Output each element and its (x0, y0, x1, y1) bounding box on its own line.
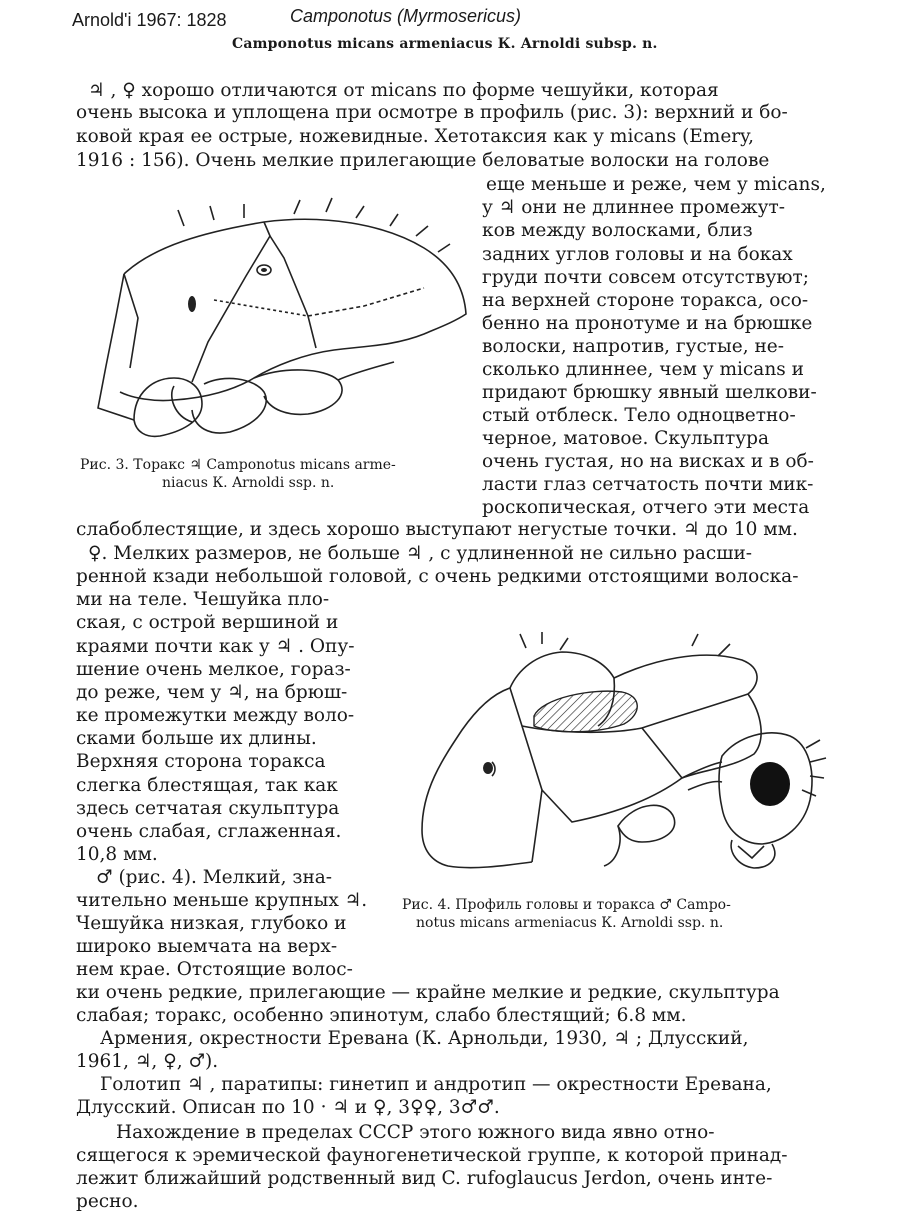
caption-line: notus micans armeniacus К. Arnoldi ssp. n. (416, 915, 724, 931)
body-line: нем крае. Отстоящие волос- (76, 959, 353, 980)
body-line: Длусский. Описан по 10 · ♃ и ♀, 3♀♀, 3♂♂. (76, 1097, 500, 1118)
body-line: ренной кзади небольшой головой, с очень редкими отстоящими волоска- (76, 566, 799, 587)
body-line: шение очень мелкое, гораз- (76, 659, 351, 680)
body-line: широко выемчата на верх- (76, 936, 338, 957)
body-line: ская, с острой вершиной и (76, 612, 339, 633)
body-line: ♀. Мелких размеров, не больше ♃ , с удлиненной не сильно расши- (88, 543, 753, 564)
body-line: на верхней стороне торакса, осо- (482, 290, 809, 311)
taxon-title-text: Camponotus micans armeniacus К. Arnoldi subsp. n. (232, 36, 658, 52)
body-line: Голотип ♃ , паратипы: гинетип и андротип — окрестности Еревана, (100, 1074, 772, 1095)
body-line: задних углов головы и на боках (482, 244, 793, 265)
body-line: ковой края ее острые, ножевидные. Хетотаксия как у micans (Emery, (76, 126, 755, 147)
body-line: 1961, ♃, ♀, ♂). (76, 1051, 219, 1072)
genus-heading: Camponotus (Myrmoserіcus) (290, 6, 522, 26)
body-line: ке промежутки между воло- (76, 705, 355, 726)
body-line: бенно на пронотуме и на брюшке (482, 313, 813, 334)
body-line: роскопическая, отчего эти места (482, 497, 810, 518)
body-line: придают брюшку явный шелкови- (482, 382, 817, 403)
body-line: стый отблеск. Тело одноцветно- (482, 405, 796, 426)
body-line: Чешуйка низкая, глубоко и (76, 913, 347, 934)
caption-line: niacus К. Arnoldi ssp. n. (162, 475, 335, 491)
body-line: краями почти как у ♃ . Опу- (76, 636, 355, 657)
body-line: ♃ , ♀ хорошо отличаются от micans по форме чешуйки, которая (88, 80, 719, 101)
body-line: до реже, чем у ♃, на брюш- (76, 682, 348, 703)
body-line: очень густая, но на висках и в об- (482, 451, 814, 472)
body-line: сколько длиннее, чем у micans и (482, 359, 804, 380)
body-line: волоски, напротив, густые, не- (482, 336, 785, 357)
body-line: Нахождение в пределах СССР этого южного вида явно отно- (116, 1122, 715, 1143)
body-line: слабая; торакс, особенно эпинотум, слабо блестящий; 6.8 мм. (76, 1005, 687, 1026)
figure-3-thorax-drawing (94, 196, 478, 448)
taxon-title (232, 36, 658, 52)
body-line: ресно. (76, 1191, 139, 1212)
caption-line: Рис. 4. Профиль головы и торакса ♂ Campo- (402, 897, 731, 913)
body-line: ласти глаз сетчатость почти мик- (482, 474, 814, 495)
body-line: Верхняя сторона торакса (76, 751, 326, 772)
body-line: 1916 : 156). Очень мелкие прилегающие беловатые волоски на голове (76, 150, 770, 171)
body-line: ми на теле. Чешуйка пло- (76, 589, 330, 610)
citation-note: Arnold'i 1967: 1828 (72, 10, 227, 30)
body-line: ков между волосками, близ (482, 220, 753, 241)
body-line: лежит ближайший родственный вид C. rufoglaucus Jerdon, очень инте- (76, 1168, 773, 1189)
body-line: 10,8 мм. (76, 844, 158, 865)
body-line: очень слабая, сглаженная. (76, 821, 342, 842)
body-line: чительно меньше крупных ♃. (76, 890, 368, 911)
figure-4-head-thorax-drawing (392, 630, 836, 880)
body-line: ♂ (рис. 4). Мелкий, зна- (96, 867, 333, 888)
body-line: груди почти совсем отсутствуют; (482, 267, 809, 288)
body-line: еще меньше и реже, чем у micans, (486, 174, 826, 195)
body-line: ки очень редкие, прилегающие — крайне мелкие и редкие, скульптура (76, 982, 780, 1003)
body-line: слабоблестящие, и здесь хорошо выступают негустые точки. ♃ до 10 мм. (76, 519, 798, 540)
body-line: слегка блестящая, так как (76, 775, 338, 796)
body-line: сками больше их длины. (76, 728, 317, 749)
body-line: у ♃ они не длиннее промежут- (482, 197, 786, 218)
body-line: черное, матовое. Скульптура (482, 428, 770, 449)
caption-line: Рис. 3. Торакс ♃ Camponotus micans arme- (80, 457, 396, 473)
body-line: очень высока и уплощена при осмотре в профиль (рис. 3): верхний и бо- (76, 102, 788, 123)
body-line: здесь сетчатая скульптура (76, 798, 340, 819)
body-line: сящегося к эремической фауногенетической группе, к которой принад- (76, 1145, 788, 1166)
body-line: Армения, окрестности Еревана (К. Арнольди, 1930, ♃ ; Длусский, (100, 1028, 749, 1049)
